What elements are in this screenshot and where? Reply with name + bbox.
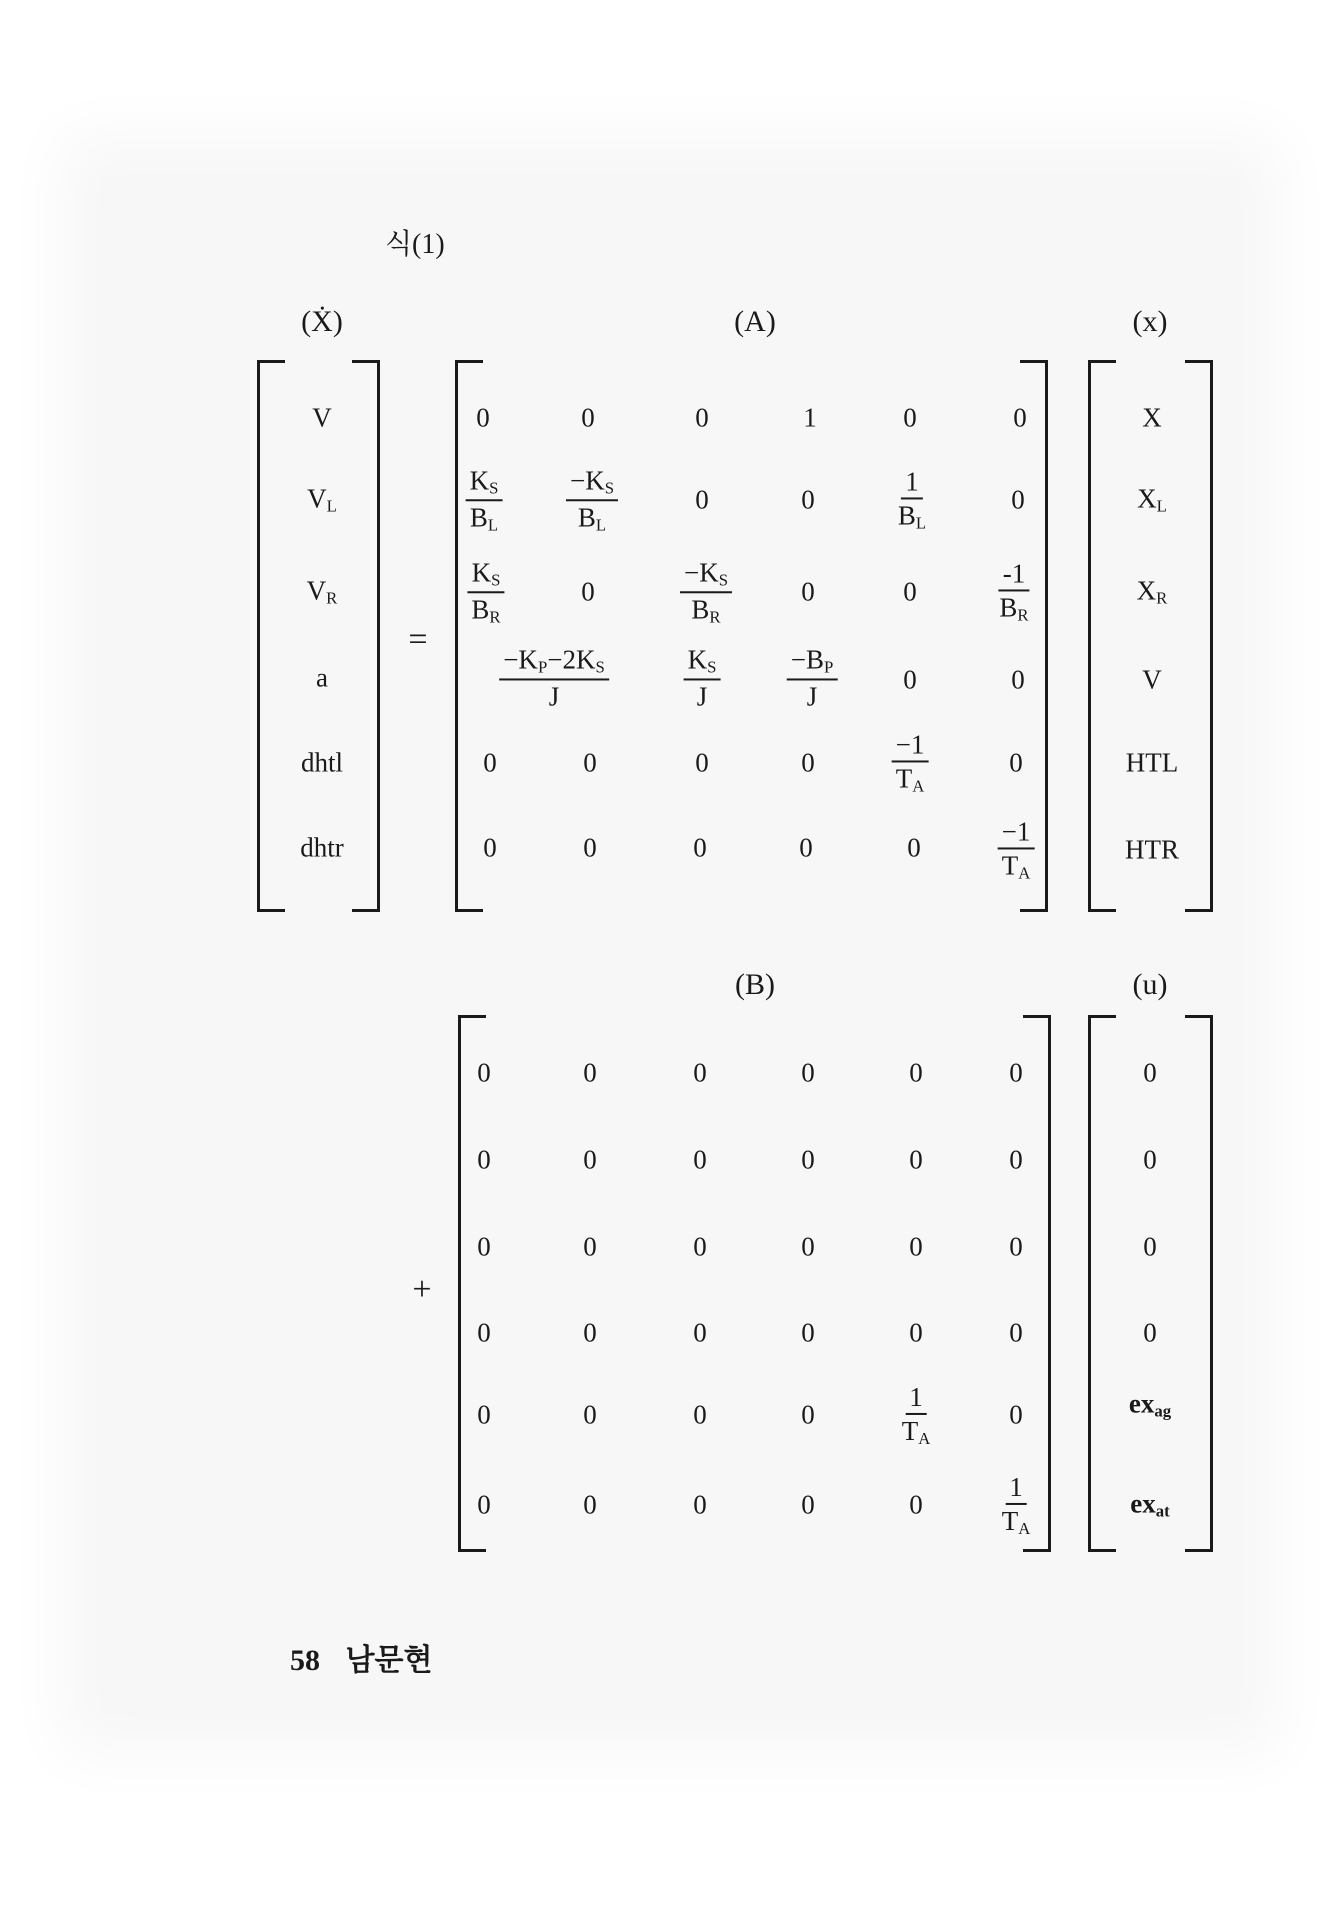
- matrix-a-cell: 0: [693, 832, 707, 863]
- xdot-left-bracket: [257, 360, 285, 912]
- matrix-b-cell: 0: [477, 1399, 491, 1430]
- matrix-a-cell: 0: [1009, 747, 1023, 778]
- matrix-a-header: (A): [734, 305, 776, 338]
- matrix-a-cell: 0: [907, 832, 921, 863]
- matrix-b-cell: 0: [801, 1144, 815, 1175]
- matrix-a-fraction: $\frac{-K_S}{B_R}$: [680, 558, 732, 625]
- xdot-entry: a: [316, 662, 328, 693]
- matrix-a-cell: 0: [483, 747, 497, 778]
- x-entry: $X_R$: [1136, 575, 1168, 608]
- matrix-a-left-bracket: [455, 360, 483, 912]
- u-header: (u): [1132, 968, 1168, 1001]
- matrix-a-cell: 1: [803, 402, 817, 433]
- footer-page-number: 58: [290, 1644, 320, 1677]
- matrix-b-header: (B): [735, 968, 775, 1001]
- matrix-b-cell: 0: [1009, 1317, 1023, 1348]
- matrix-a-cell: 0: [903, 664, 917, 695]
- xdot-entry: V: [312, 402, 332, 433]
- matrix-b-cell: 0: [909, 1317, 923, 1348]
- matrix-b-cell: 0: [477, 1057, 491, 1088]
- plus-sign: +: [412, 1271, 432, 1308]
- matrix-b-cell: 0: [583, 1317, 597, 1348]
- matrix-a-fraction: $\frac{-1}{B_R}$: [999, 558, 1029, 625]
- u-entry: 0: [1143, 1317, 1157, 1348]
- matrix-b-cell: 0: [477, 1489, 491, 1520]
- matrix-b-cell: 0: [801, 1317, 815, 1348]
- matrix-b-cell: 0: [693, 1057, 707, 1088]
- matrix-a-cell: 0: [903, 402, 917, 433]
- matrix-a-cell: 0: [581, 576, 595, 607]
- u-entry: $ex_{ag}$: [1128, 1388, 1172, 1421]
- x-entry: HTL: [1125, 747, 1179, 778]
- x-entry: V: [1142, 664, 1162, 695]
- xdot-entry: $V_L$: [307, 483, 337, 516]
- matrix-b-cell: 0: [693, 1231, 707, 1262]
- matrix-b-cell: 0: [693, 1317, 707, 1348]
- matrix-a-fraction: $\frac{-1}{T_A}$: [998, 817, 1035, 882]
- xdot-entry: dhtl: [300, 747, 344, 778]
- matrix-b-cell: 0: [801, 1231, 815, 1262]
- matrix-b-cell: 0: [583, 1144, 597, 1175]
- x-entry: HTR: [1125, 834, 1179, 865]
- matrix-b-cell: 0: [801, 1399, 815, 1430]
- u-entry: 0: [1143, 1144, 1157, 1175]
- matrix-b-cell: 0: [801, 1489, 815, 1520]
- matrix-b-cell: 0: [583, 1399, 597, 1430]
- x-header: (x): [1132, 305, 1168, 338]
- matrix-b-cell: 0: [693, 1399, 707, 1430]
- x-right-bracket: [1185, 360, 1213, 912]
- matrix-a-cell: 0: [801, 747, 815, 778]
- matrix-b-cell: 0: [693, 1144, 707, 1175]
- matrix-b-cell: 0: [1009, 1144, 1023, 1175]
- matrix-a-cell: 0: [695, 402, 709, 433]
- matrix-b-cell: 0: [477, 1144, 491, 1175]
- u-entry: $ex_{at}$: [1130, 1488, 1170, 1521]
- matrix-b-cell: 0: [801, 1057, 815, 1088]
- matrix-a-fraction: $\frac{K_S}{B_R}$: [467, 558, 504, 625]
- matrix-a-cell: 0: [695, 747, 709, 778]
- matrix-a-fraction: $\frac{-K_S}{B_L}$: [566, 466, 618, 533]
- u-left-bracket: [1088, 1015, 1116, 1552]
- matrix-b-left-bracket: [458, 1015, 486, 1552]
- page-footer: [290, 1635, 432, 1679]
- matrix-b-cell: 0: [909, 1057, 923, 1088]
- x-left-bracket: [1088, 360, 1116, 912]
- equals-sign: =: [408, 621, 428, 658]
- matrix-b-cell: 0: [909, 1231, 923, 1262]
- xdot-entry: $V_R$: [306, 575, 338, 608]
- x-entry: X: [1142, 402, 1162, 433]
- matrix-a-fraction: $\frac{K_S}{J}$: [684, 645, 721, 710]
- matrix-b-cell: 0: [477, 1231, 491, 1262]
- u-entry: 0: [1143, 1231, 1157, 1262]
- matrix-a-cell: 0: [799, 832, 813, 863]
- matrix-b-cell: 0: [583, 1057, 597, 1088]
- matrix-a-cell: 0: [903, 576, 917, 607]
- matrix-a-cell: 0: [583, 832, 597, 863]
- matrix-b-cell: 0: [477, 1317, 491, 1348]
- matrix-a-cell: 0: [1013, 402, 1027, 433]
- xdot-right-bracket: [352, 360, 380, 912]
- matrix-a-fraction: $\frac{K_S}{B_L}$: [466, 466, 503, 533]
- matrix-a-cell: 0: [583, 747, 597, 778]
- matrix-a-cell: 0: [476, 402, 490, 433]
- matrix-a-cell: 0: [581, 402, 595, 433]
- x-entry: $X_L$: [1137, 483, 1167, 516]
- matrix-a-fraction: $\frac{-B_P}{J}$: [787, 645, 838, 710]
- matrix-a-fraction: $\frac{-K_P-2K_S}{J}$: [499, 645, 609, 710]
- matrix-b-cell: 0: [583, 1231, 597, 1262]
- matrix-a-cell: 0: [1011, 664, 1025, 695]
- xdot-header: (Ẋ): [301, 305, 343, 338]
- matrix-b-fraction: $\frac{1}{T_A}$: [901, 1381, 931, 1449]
- matrix-a-cell: 0: [695, 484, 709, 515]
- u-entry: 0: [1143, 1057, 1157, 1088]
- matrix-b-cell: 0: [1009, 1399, 1023, 1430]
- matrix-a-cell: 0: [801, 484, 815, 515]
- matrix-a-fraction: $\frac{-1}{T_A}$: [892, 730, 929, 795]
- equation-label: 식(1): [385, 229, 445, 260]
- matrix-b-cell: 0: [909, 1489, 923, 1520]
- footer-author: 남문현: [345, 1644, 433, 1677]
- matrix-a-cell: 0: [1011, 484, 1025, 515]
- xdot-entry: dhtr: [300, 832, 344, 863]
- matrix-b-cell: 0: [1009, 1231, 1023, 1262]
- matrix-a-cell: 0: [483, 832, 497, 863]
- u-right-bracket: [1185, 1015, 1213, 1552]
- matrix-a-cell: 0: [801, 576, 815, 607]
- matrix-a-fraction: $\frac{1}{B_L}$: [897, 466, 927, 533]
- matrix-b-fraction: $\frac{1}{T_A}$: [1001, 1471, 1031, 1539]
- matrix-b-cell: 0: [909, 1144, 923, 1175]
- matrix-b-cell: 0: [583, 1489, 597, 1520]
- matrix-b-cell: 0: [1009, 1057, 1023, 1088]
- matrix-b-cell: 0: [693, 1489, 707, 1520]
